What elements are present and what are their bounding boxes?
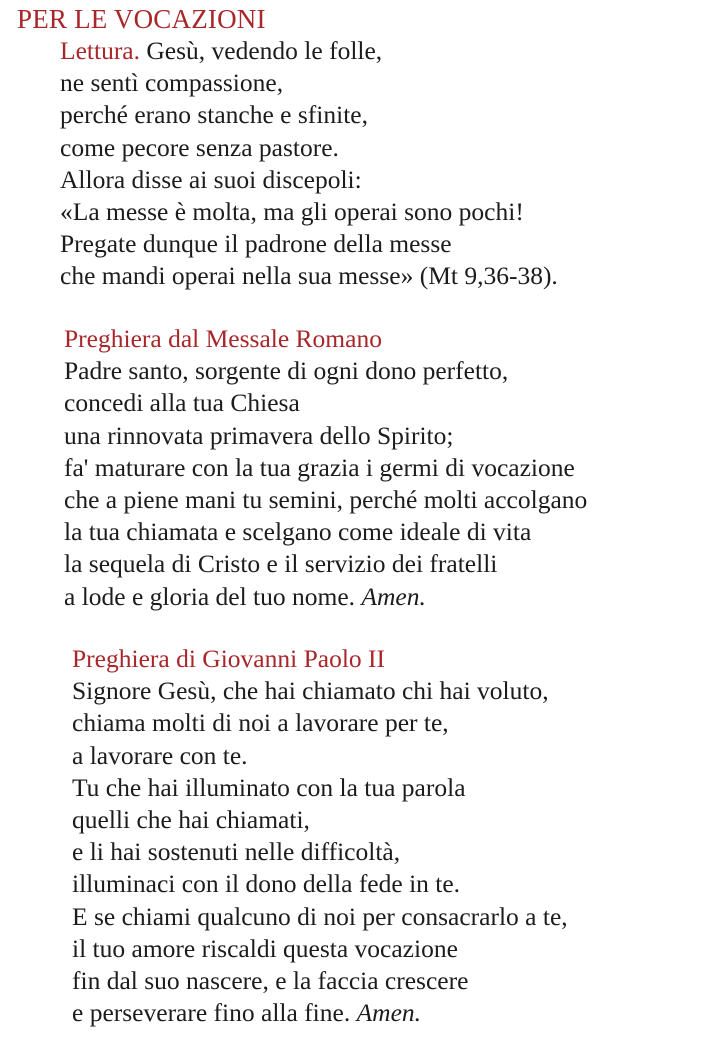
- messale-amen: Amen.: [361, 581, 426, 611]
- lettura-line: Pregate dunque il padrone della messe: [60, 229, 452, 259]
- lettura-line: come pecore senza pastore.: [60, 132, 339, 162]
- gp2-line: chiama molti di noi a lavorare per te,: [72, 708, 449, 738]
- lettura-line: Allora disse ai suoi discepoli:: [60, 164, 362, 194]
- messale-line: che a piene mani tu semini, perché molti accolgano: [64, 485, 588, 515]
- lettura-line: perché erano stanche e sfinite,: [60, 100, 368, 130]
- messale-line: la tua chiamata e scelgano come ideale di vita: [64, 517, 532, 547]
- gp2-section: [72, 643, 568, 1029]
- gp2-line: illuminaci con il dono della fede in te.: [72, 869, 461, 899]
- messale-line: fa' maturare con la tua grazia i germi di vocazione: [64, 452, 575, 482]
- lettura-first-line-text: Gesù, vedendo le folle,: [140, 36, 383, 65]
- lettura-line: ne sentì compassione,: [60, 68, 284, 98]
- lettura-first-line: [60, 35, 558, 67]
- gp2-line: il tuo amore riscaldi questa vocazione: [72, 933, 458, 963]
- gp2-amen: Amen.: [356, 998, 422, 1028]
- gp2-line: fin dal suo nascere, e la faccia crescere: [72, 966, 469, 996]
- messale-last-line: [64, 581, 587, 613]
- messale-section: [64, 323, 587, 613]
- messale-line: Padre santo, sorgente di ogni dono perfetto,: [64, 356, 509, 386]
- lettura-line: che mandi operai nella sua messe» (Mt 9,36-38).: [60, 261, 558, 291]
- lettura-line: «La messe è molta, ma gli operai sono pochi!: [60, 197, 524, 227]
- gp2-line: Tu che hai illuminato con la tua parola: [72, 772, 466, 802]
- gp2-heading: Preghiera di Giovanni Paolo II: [72, 644, 386, 673]
- gp2-last-line-text: e perseverare fino alla fine.: [72, 998, 357, 1028]
- gp2-line: a lavorare con te.: [72, 740, 248, 770]
- messale-line: concedi alla tua Chiesa: [64, 388, 300, 418]
- gp2-line: E se chiami qualcuno di noi per consacrarlo a te,: [72, 901, 568, 931]
- page-title: PER LE VOCAZIONI: [17, 4, 266, 34]
- gp2-line: quelli che hai chiamati,: [72, 805, 310, 835]
- gp2-line: e li hai sostenuti nelle difficoltà,: [72, 837, 401, 867]
- gp2-line: Signore Gesù, che hai chiamato chi hai voluto,: [72, 676, 549, 706]
- messale-line: una rinnovata primavera dello Spirito;: [64, 420, 454, 450]
- gp2-last-line: [72, 997, 568, 1029]
- messale-last-line-text: a lode e gloria del tuo nome.: [64, 581, 362, 611]
- lettura-label: Lettura.: [60, 36, 140, 65]
- lettura-section: [60, 35, 558, 293]
- messale-heading: Preghiera dal Messale Romano: [64, 324, 382, 353]
- messale-line: la sequela di Cristo e il servizio dei fratelli: [64, 549, 498, 579]
